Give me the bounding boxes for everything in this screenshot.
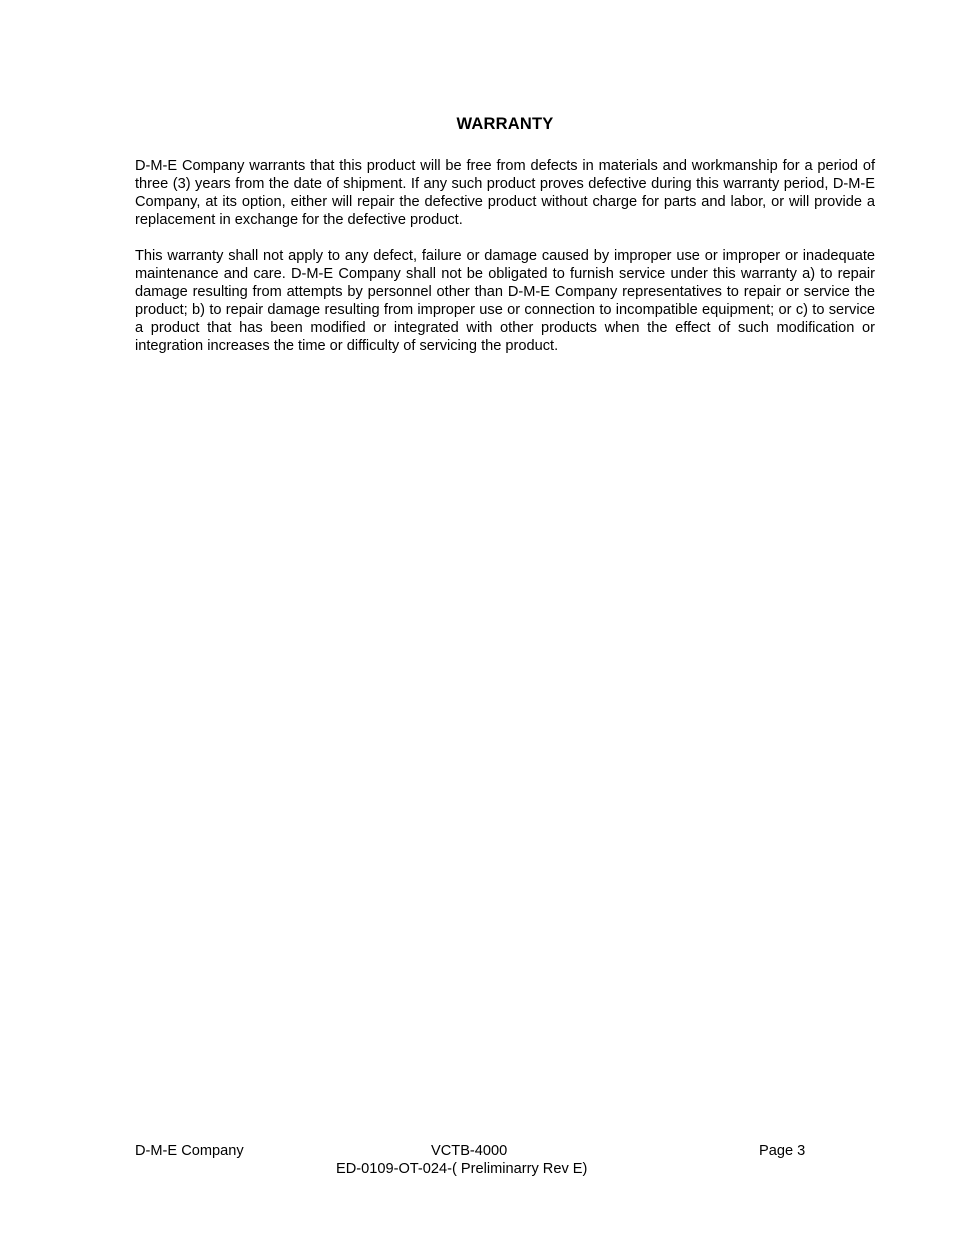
footer-company: D-M-E Company xyxy=(135,1143,244,1159)
footer-document-number: ED-0109-OT-024-( Preliminarry Rev E) xyxy=(336,1161,588,1177)
footer-page-number: Page 3 xyxy=(759,1143,806,1159)
warranty-paragraph-1: D-M-E Company warrants that this product will be free from defects in materials and workmanship for a period of three (3) years from the date of shipment. If any such product proves defective during this warranty period, D-M-E Company, at its option, either will repair the defective product without charge for parts and labor, or will provide a replacement in exchange for the defective product. xyxy=(135,158,875,228)
page-title: WARRANTY xyxy=(456,115,554,133)
warranty-paragraph-2: This warranty shall not apply to any defect, failure or damage caused by improper use or improper or inadequate maintenance and care. D-M-E Company shall not be obligated to furnish service under this warranty a) to repair damage resulting from attempts by personnel other than D-M-E Company representatives to repair or service the product; b) to repair damage resulting from improper use or connection to incompatible equipment; or c) to service a product that has been modified or integrated with other products when the effect of such modification or integration increases the time or difficulty of servicing the product. xyxy=(135,248,875,354)
footer-model: VCTB-4000 xyxy=(431,1143,508,1159)
